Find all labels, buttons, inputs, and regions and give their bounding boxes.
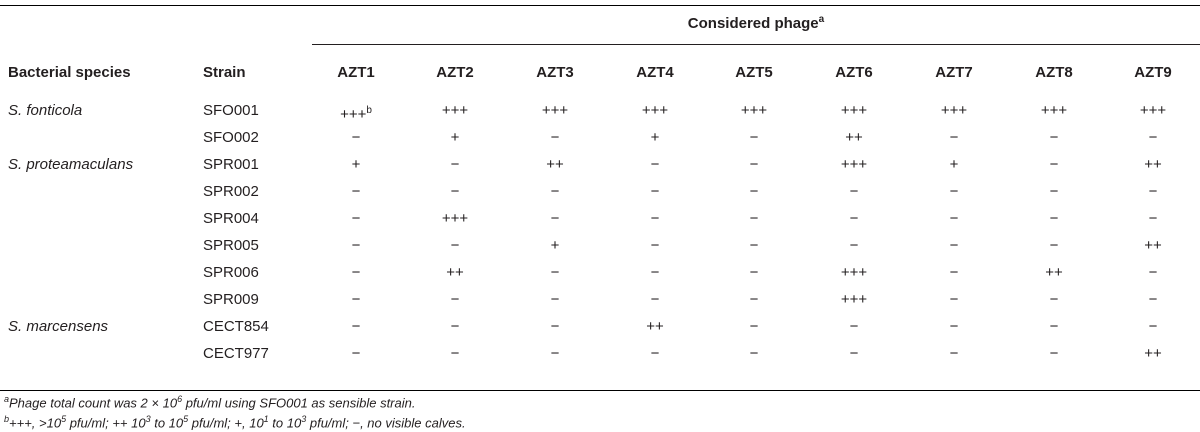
susceptibility-cell xyxy=(909,233,999,259)
susceptibility-cell xyxy=(610,98,700,124)
susceptibility-value: − xyxy=(550,264,560,281)
susceptibility-cell xyxy=(809,152,899,178)
susceptibility-cell xyxy=(809,260,899,286)
susceptibility-cell xyxy=(410,125,500,151)
strain-cell: SPR005 xyxy=(203,237,259,254)
susceptibility-value: − xyxy=(749,129,759,146)
susceptibility-cell xyxy=(1108,233,1198,259)
susceptibility-cell xyxy=(1009,125,1099,151)
species-cell: S. marcensens xyxy=(8,318,109,335)
susceptibility-cell xyxy=(1009,179,1099,205)
susceptibility-cell xyxy=(311,179,401,205)
susceptibility-value: − xyxy=(450,318,460,335)
susceptibility-value: − xyxy=(1049,210,1059,227)
susceptibility-value: − xyxy=(849,237,859,254)
susceptibility-cell xyxy=(610,287,700,313)
susceptibility-value: ++ xyxy=(446,264,464,281)
susceptibility-cell xyxy=(1108,125,1198,151)
susceptibility-cell xyxy=(311,287,401,313)
susceptibility-value: − xyxy=(450,156,460,173)
header-phage: AZT4 xyxy=(636,64,674,81)
susceptibility-cell xyxy=(1009,233,1099,259)
susceptibility-cell xyxy=(311,125,401,151)
susceptibility-cell xyxy=(610,314,700,340)
susceptibility-cell xyxy=(809,179,899,205)
susceptibility-cell xyxy=(1108,341,1198,367)
table-row xyxy=(0,233,1200,259)
susceptibility-cell xyxy=(1108,206,1198,232)
susceptibility-cell xyxy=(410,98,500,124)
susceptibility-value: +++ xyxy=(541,102,569,119)
susceptibility-value: − xyxy=(650,237,660,254)
susceptibility-cell xyxy=(1108,314,1198,340)
susceptibility-cell xyxy=(909,260,999,286)
susceptibility-value: − xyxy=(550,318,560,335)
susceptibility-cell xyxy=(610,206,700,232)
susceptibility-cell xyxy=(311,260,401,286)
header-phage: AZT9 xyxy=(1134,64,1172,81)
header-bacterial-species: Bacterial species xyxy=(8,64,131,81)
susceptibility-cell xyxy=(410,179,500,205)
susceptibility-cell xyxy=(410,260,500,286)
susceptibility-cell xyxy=(410,341,500,367)
susceptibility-cell xyxy=(709,314,799,340)
susceptibility-value: ++ xyxy=(1045,264,1063,281)
susceptibility-cell xyxy=(809,206,899,232)
susceptibility-cell xyxy=(1009,206,1099,232)
susceptibility-cell xyxy=(311,206,401,232)
susceptibility-value: ++ xyxy=(1144,237,1162,254)
susceptibility-value: + xyxy=(550,237,560,254)
susceptibility-value: − xyxy=(450,345,460,362)
susceptibility-cell xyxy=(410,233,500,259)
susceptibility-cell xyxy=(909,98,999,124)
susceptibility-value: − xyxy=(1148,264,1158,281)
susceptibility-value: +++ xyxy=(840,264,868,281)
susceptibility-value: − xyxy=(550,345,560,362)
susceptibility-value: − xyxy=(849,318,859,335)
table-row xyxy=(0,341,1200,367)
susceptibility-value: − xyxy=(550,129,560,146)
strain-cell: SPR001 xyxy=(203,156,259,173)
susceptibility-value: − xyxy=(1049,345,1059,362)
susceptibility-value: ++ xyxy=(646,318,664,335)
susceptibility-value: − xyxy=(1148,129,1158,146)
susceptibility-value: +++ xyxy=(940,102,968,119)
susceptibility-value: +++ xyxy=(340,106,367,123)
susceptibility-cell xyxy=(311,233,401,259)
susceptibility-cell xyxy=(809,98,899,124)
susceptibility-value: ++ xyxy=(1144,156,1162,173)
susceptibility-value: − xyxy=(450,291,460,308)
table-row xyxy=(0,287,1200,313)
considered-phage-header xyxy=(312,14,1200,32)
susceptibility-value: − xyxy=(949,264,959,281)
susceptibility-cell xyxy=(610,341,700,367)
susceptibility-value: − xyxy=(450,237,460,254)
susceptibility-cell xyxy=(1009,98,1099,124)
susceptibility-cell xyxy=(709,341,799,367)
susceptibility-value: − xyxy=(1148,318,1158,335)
susceptibility-value: − xyxy=(351,237,361,254)
susceptibility-value: − xyxy=(351,210,361,227)
phage-header-rule xyxy=(312,44,1200,45)
table-row xyxy=(0,314,1200,340)
top-rule xyxy=(0,5,1200,6)
susceptibility-cell xyxy=(809,287,899,313)
susceptibility-value: ++ xyxy=(546,156,564,173)
susceptibility-value: − xyxy=(351,183,361,200)
susceptibility-cell xyxy=(909,287,999,313)
susceptibility-value: +++ xyxy=(441,102,469,119)
susceptibility-value: − xyxy=(949,237,959,254)
susceptibility-value: + xyxy=(949,156,959,173)
susceptibility-cell xyxy=(909,206,999,232)
susceptibility-value: +++ xyxy=(1040,102,1068,119)
susceptibility-value: − xyxy=(1148,291,1158,308)
strain-cell: CECT854 xyxy=(203,318,269,335)
footnote-a: $^a$Phage total count was $2 \times 10^6$ pfu/ml using SFO001 as sensible strain. xyxy=(4,394,416,411)
susceptibility-cell xyxy=(1108,98,1198,124)
susceptibility-cell xyxy=(809,314,899,340)
susceptibility-cell xyxy=(709,98,799,124)
susceptibility-value: − xyxy=(749,291,759,308)
susceptibility-cell xyxy=(510,98,600,124)
susceptibility-cell xyxy=(510,206,600,232)
susceptibility-cell xyxy=(510,125,600,151)
susceptibility-value: − xyxy=(650,156,660,173)
header-strain: Strain xyxy=(203,64,246,81)
susceptibility-cell xyxy=(909,125,999,151)
susceptibility-value: − xyxy=(749,318,759,335)
species-cell: S. proteamaculans xyxy=(8,156,134,173)
susceptibility-cell xyxy=(709,233,799,259)
footnote-a-marker: a xyxy=(818,14,825,25)
susceptibility-cell xyxy=(510,260,600,286)
susceptibility-value: − xyxy=(1148,183,1158,200)
header-phage: AZT1 xyxy=(337,64,375,81)
strain-cell: SPR006 xyxy=(203,264,259,281)
susceptibility-cell xyxy=(410,206,500,232)
susceptibility-value: − xyxy=(949,129,959,146)
susceptibility-value: +++ xyxy=(840,102,868,119)
considered-phage-label: Considered phage xyxy=(687,15,819,32)
susceptibility-value: +++ xyxy=(740,102,768,119)
susceptibility-value: − xyxy=(949,291,959,308)
susceptibility-value: − xyxy=(849,210,859,227)
susceptibility-cell xyxy=(1108,179,1198,205)
susceptibility-value: − xyxy=(351,129,361,146)
susceptibility-value: − xyxy=(650,264,660,281)
table-row xyxy=(0,98,1200,124)
susceptibility-value: +++ xyxy=(840,156,868,173)
susceptibility-cell xyxy=(510,179,600,205)
susceptibility-value: − xyxy=(650,345,660,362)
susceptibility-cell xyxy=(909,341,999,367)
susceptibility-value: − xyxy=(949,345,959,362)
susceptibility-value: +++ xyxy=(441,210,469,227)
footnote-b-marker: b xyxy=(366,105,372,116)
strain-cell: SFO002 xyxy=(203,129,259,146)
susceptibility-value: − xyxy=(849,345,859,362)
susceptibility-cell xyxy=(1108,287,1198,313)
susceptibility-value: − xyxy=(949,318,959,335)
susceptibility-value: − xyxy=(550,210,560,227)
susceptibility-cell xyxy=(909,152,999,178)
susceptibility-value: +++ xyxy=(1139,102,1167,119)
susceptibility-value: ++ xyxy=(1144,345,1162,362)
susceptibility-cell xyxy=(311,98,401,128)
footnote-b: $^b$+++, $>10^5$ pfu/ml; ++ $10^3$ to $10^5$ pfu/ml; +, $10^1$ to $10^3$ pfu/ml; −, no visible calves. xyxy=(4,414,466,431)
susceptibility-value: − xyxy=(749,237,759,254)
susceptibility-cell xyxy=(1009,314,1099,340)
susceptibility-value: − xyxy=(1049,291,1059,308)
susceptibility-value: − xyxy=(749,156,759,173)
susceptibility-value: +++ xyxy=(641,102,669,119)
susceptibility-value: − xyxy=(650,183,660,200)
table-row xyxy=(0,125,1200,151)
susceptibility-value: − xyxy=(949,183,959,200)
susceptibility-cell xyxy=(311,341,401,367)
susceptibility-value: − xyxy=(1148,210,1158,227)
susceptibility-value: − xyxy=(949,210,959,227)
susceptibility-cell xyxy=(709,179,799,205)
header-phage: AZT8 xyxy=(1035,64,1073,81)
susceptibility-cell xyxy=(610,152,700,178)
susceptibility-cell xyxy=(709,287,799,313)
susceptibility-cell xyxy=(610,233,700,259)
susceptibility-value: − xyxy=(351,318,361,335)
susceptibility-value: + xyxy=(650,129,660,146)
strain-cell: SPR009 xyxy=(203,291,259,308)
susceptibility-cell xyxy=(1108,152,1198,178)
susceptibility-cell xyxy=(410,287,500,313)
susceptibility-value: − xyxy=(351,291,361,308)
susceptibility-value: − xyxy=(1049,156,1059,173)
susceptibility-cell xyxy=(1009,152,1099,178)
susceptibility-value: − xyxy=(749,345,759,362)
susceptibility-value: − xyxy=(749,210,759,227)
susceptibility-value: − xyxy=(351,264,361,281)
susceptibility-cell xyxy=(1009,260,1099,286)
susceptibility-cell xyxy=(709,206,799,232)
susceptibility-cell xyxy=(809,233,899,259)
susceptibility-value: − xyxy=(550,183,560,200)
susceptibility-value: + xyxy=(450,129,460,146)
susceptibility-cell xyxy=(809,341,899,367)
susceptibility-cell xyxy=(510,152,600,178)
table-row xyxy=(0,260,1200,286)
table-row xyxy=(0,179,1200,205)
susceptibility-value: − xyxy=(550,291,560,308)
susceptibility-value: ++ xyxy=(845,129,863,146)
susceptibility-cell xyxy=(709,260,799,286)
table-row xyxy=(0,152,1200,178)
susceptibility-value: − xyxy=(749,264,759,281)
susceptibility-cell xyxy=(909,314,999,340)
susceptibility-cell xyxy=(809,125,899,151)
susceptibility-value: − xyxy=(1049,129,1059,146)
susceptibility-cell xyxy=(709,152,799,178)
susceptibility-value: − xyxy=(1049,183,1059,200)
susceptibility-cell xyxy=(410,314,500,340)
susceptibility-cell xyxy=(510,314,600,340)
susceptibility-value: − xyxy=(450,183,460,200)
susceptibility-value: + xyxy=(351,156,361,173)
table-row xyxy=(0,206,1200,232)
header-phage: AZT6 xyxy=(835,64,873,81)
susceptibility-cell xyxy=(610,125,700,151)
susceptibility-cell xyxy=(1009,287,1099,313)
susceptibility-value: − xyxy=(849,183,859,200)
strain-cell: SPR004 xyxy=(203,210,259,227)
susceptibility-value: − xyxy=(1049,318,1059,335)
susceptibility-value: +++ xyxy=(840,291,868,308)
header-phage: AZT3 xyxy=(536,64,574,81)
susceptibility-cell xyxy=(1108,260,1198,286)
susceptibility-value: − xyxy=(351,345,361,362)
susceptibility-cell xyxy=(510,287,600,313)
susceptibility-cell xyxy=(610,260,700,286)
header-phage: AZT7 xyxy=(935,64,973,81)
susceptibility-cell xyxy=(1009,341,1099,367)
header-phage: AZT2 xyxy=(436,64,474,81)
header-phage: AZT5 xyxy=(735,64,773,81)
susceptibility-cell xyxy=(610,179,700,205)
susceptibility-cell xyxy=(311,152,401,178)
susceptibility-cell xyxy=(909,179,999,205)
susceptibility-cell xyxy=(510,341,600,367)
susceptibility-cell xyxy=(510,233,600,259)
susceptibility-value: − xyxy=(650,210,660,227)
strain-cell: SPR002 xyxy=(203,183,259,200)
susceptibility-value: − xyxy=(650,291,660,308)
susceptibility-value: − xyxy=(1049,237,1059,254)
strain-cell: CECT977 xyxy=(203,345,269,362)
susceptibility-cell xyxy=(311,314,401,340)
susceptibility-cell xyxy=(709,125,799,151)
species-cell: S. fonticola xyxy=(8,102,83,119)
susceptibility-value: − xyxy=(749,183,759,200)
susceptibility-cell xyxy=(410,152,500,178)
strain-cell: SFO001 xyxy=(203,102,259,119)
